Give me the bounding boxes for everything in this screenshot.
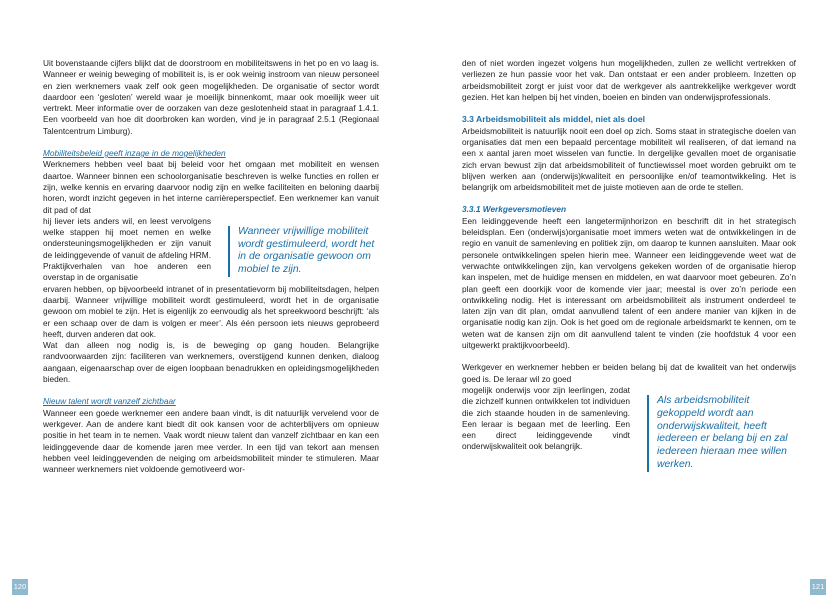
paragraph: Wat dan alleen nog nodig is, is de beweging op gang houden. Belangrijke randvoorwaarden zijn: faciliteren van werknemers, overstijgend kunnen denken, dialoog aangaan, eigenaarschap over de eigen loopbaan benadrukken en opleidingsmogelijkheden bieden.: [43, 340, 379, 385]
paragraph: Uit bovenstaande cijfers blijkt dat de doorstroom en mobiliteitswens in het po en vo laag is. Wanneer er weinig beweging of mobiliteit is, is er ook weinig instroom van nieuw personeel en zien werknemers vaak zelf ook geen mogelijkheden. De organisatie of sector wordt daardoor een ‘gesloten’ wereld waar je moeilijk binnenkomt, maar ook moeilijk weer uit vertrekt. Meer informatie over de oorzaken van deze geslotenheid staat in paragraaf 1.4.1. Een voorbeeld van hoe dit doorbroken kan worden, vind je in paragraaf 2.5.1 (Regionaal Talentcentrum Limburg).: [43, 58, 379, 136]
quote-row: [462, 384, 796, 470]
subsection-heading: 3.3.1 Werkgeversmotieven: [462, 204, 567, 215]
paragraph: Werknemers hebben veel baat bij beleid voor het omgaan met mobiliteit en wensen daartoe. Wanneer binnen een schoolorganisatie beschreven is welke functies en rollen er zijn, welke kennis en ervaring daarvoor nodig zijn en welke faciliteiten en beloning daarbij horen, wordt inzicht gegeven in het interne carrièreperspectief. Een werknemer kan vanuit dit pad of dat: [43, 159, 379, 215]
paragraph: mogelijk onderwijs voor zijn leerlingen, zodat die zichzelf kunnen ontwikkelen tot individuen die zich staande houden in de samenleving. Een leraar is begaan met de leerling. Een een direct leidinggevende vindt onderwijskwaliteit ook belangrijk.: [462, 384, 630, 452]
quote-row: [43, 216, 379, 284]
section-heading: 3.3 Arbeidsmobiliteit als middel, niet als doel: [462, 114, 646, 125]
pull-quote: Als arbeidsmobiliteit gekoppeld wordt aan onderwijskwaliteit, heeft iedereen er belang bij en zal iedereen hieraan mee willen werken.: [647, 395, 797, 472]
left-page: [43, 58, 379, 475]
right-page: [462, 58, 796, 470]
page-number: 120: [12, 579, 28, 595]
paragraph: den of niet worden ingezet volgens hun mogelijkheden, zullen ze wellicht vertrekken of verliezen ze hun passie voor het vak. Dan ontstaat er een ander probleem. Inzetten op arbeidsmobiliteit zorgt er juist voor dat de werkgever als aantrekkelijke werkgever wordt gezien. Het kan helpen bij het vinden, boeien en binden van onderwijsprofessionals.: [462, 58, 796, 102]
paragraph: Een leidinggevende heeft een langetermijnhorizon en beschrift dit in het strategisch beleidsplan. Een (onderwijs)organisatie moet immers weten wat de ontwikkelingen in de regio en vanuit de samenleving en politiek zijn, om daarop te kunnen aansluiten. Maar ook personele ontwikkelingen spelen hierin mee. Wanneer een leidinggevende weet wat de verwachte ontwikkelingen zijn, kan vervolgens gekeken worden of de organisatie hierop kan inspelen, met de huidige mensen en middelen, en wat daarvoor moet gebeuren. Zo’n plan geeft een doorkijk voor de komende vier jaar; meestal is over zo’n periode een ontwikkeling nodig. Het is interessant om arbeidsmobiliteit als instrument onderdeel te laten zijn van dit plan, omdat aanvullend talent of een andere manier van kijken in de organisatie nodig kan zijn. Ook is het goed om de regionale arbeidsmarkt te kennen, om te weten wat de kansen zijn om dit aanvullend talent te vinden (zie hoofdstuk 4 voor een uitgewerkt praktijkvoorbeeld).: [462, 215, 796, 351]
paragraph: Werkgever en werknemer hebben er beiden belang bij dat de kwaliteit van het onderwijs goed is. De leraar wil zo goed: [462, 362, 796, 384]
paragraph: ervaren hebben, op bijvoorbeeld intranet of in presentatievorm bij mobiliteitsdagen, helpen daarbij. Wanneer vrijwillige mobiliteit wordt gestimuleerd, wordt het in de organisatie gewoon om mobiel te zijn. Het is eigenlijk zo eenvoudig als het spreekwoord beschrijft: ‘als er een schaap over de dam is volgen er meer’. Als één persoon iets nieuws geprobeerd heeft, durven anderen dat ook.: [43, 283, 379, 339]
pull-quote: Wanneer vrijwillige mobiliteit wordt gestimuleerd, wordt het in de organisatie gewoon om mobiel te zijn.: [228, 226, 378, 277]
paragraph: Wanneer een goede werknemer een andere baan vindt, is dit natuurlijk vervelend voor de werkgever. Aan de andere kant biedt dit ook kansen voor de achterblijvers om opnieuw positie in het team in te nemen. Vaak wordt nieuw talent dan vanzelf zichtbaar en kan een leidinggevende daar de komende jaren mee verder. In een tijd van tekort aan mensen hebben veel leidinggevenden de neiging om arbeidsmobiliteit minder te stimuleren. Maar wanneer werknemers niet voldoende gemotiveerd wor-: [43, 407, 379, 475]
page-number: 121: [810, 579, 826, 595]
paragraph: hij liever iets anders wil, en leest vervolgens welke stappen hij moet nemen en welke ondersteuningsmogelijkheden er zijn vanuit de leidinggevende of vanuit de afdeling HRM. Praktijkverhalen van hoe anderen een overstap in de organisatie: [43, 215, 211, 283]
subheading: Nieuw talent wordt vanzelf zichtbaar: [43, 396, 176, 407]
paragraph: Arbeidsmobiliteit is natuurlijk nooit een doel op zich. Soms staat in strategische doelen van organisaties dat men een bepaald percentage mobiliteit wil realiseren, of dat iemand na een x aantal jaren moet wisselen van functie. In dergelijke gevallen moet de organisatie zich ervan bewust zijn dat arbeidsmobiliteit of functiewissel moet worden gebruikt om te blijven werken aan (onderwijs)kwaliteit en persoonlijke en/of teamontwikkeling. Het is belangrijk om arbeidsmobiliteit met de juiste motieven aan de orde te stellen.: [462, 125, 796, 193]
subheading: Mobiliteitsbeleid geeft inzage in de mogelijkheden: [43, 148, 226, 159]
